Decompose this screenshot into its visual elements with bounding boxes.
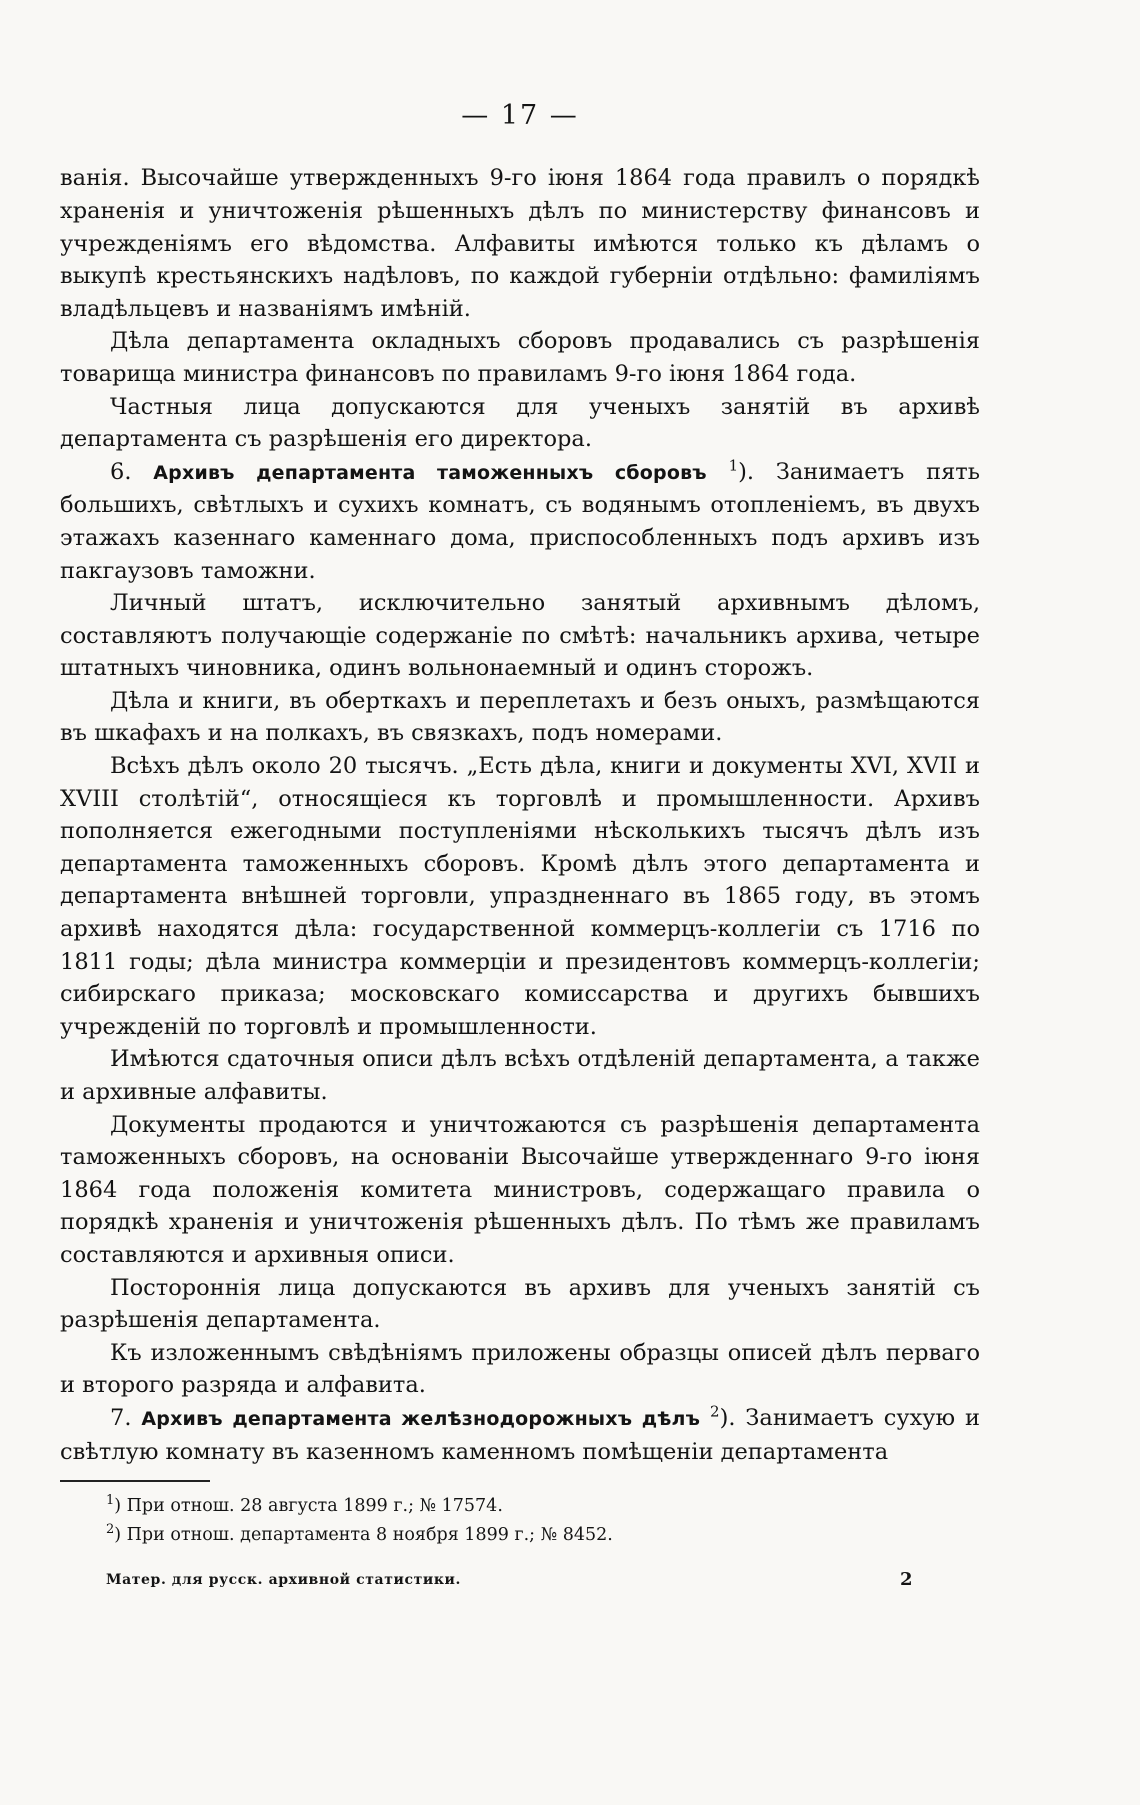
paragraph-10: Постороннія лица допускаются въ архивъ для ученыхъ занятій съ разрѣшенія департамента. bbox=[60, 1274, 980, 1334]
paragraph-6: Дѣла и книги, въ оберткахъ и переплетахъ и безъ оныхъ, размѣщаются въ шкафахъ и на полкахъ, въ связкахъ, подъ номерами. bbox=[60, 687, 980, 747]
section-7-number: 7. bbox=[110, 1404, 132, 1431]
paragraph-9: Документы продаются и уничтожаются съ разрѣшенія департамента таможенныхъ сборовъ, на основаніи Высочайше утвержденнаго 9-го іюня 1864 года положенія комитета министровъ, содержащаго правила о порядкѣ храненія и уничтоженія рѣшенныхъ дѣлъ. По тѣмъ же правиламъ составляются и архивныя описи. bbox=[60, 1111, 980, 1268]
paragraph-1: ванія. Высочайше утвержденныхъ 9-го іюня 1864 года правилъ о порядкѣ храненія и уничтоженія рѣшенныхъ дѣлъ по министерству финансовъ и учрежденіямъ его вѣдомства. Алфавиты имѣются только къ дѣламъ о выкупѣ крестьянскихъ надѣловъ, по каждой губерніи отдѣльно: фамиліямъ владѣльцевъ и названіямъ имѣній. bbox=[60, 165, 980, 322]
section-6-heading: Архивъ департамента таможенныхъ сборовъ bbox=[153, 461, 707, 484]
footnote-2-mark: 2 bbox=[106, 1522, 115, 1538]
body-text bbox=[60, 162, 980, 1468]
signature-line bbox=[60, 1569, 980, 1596]
footnote-1-mark: 1 bbox=[106, 1493, 115, 1509]
section-6-number: 6. bbox=[110, 458, 132, 485]
paragraph-5: Личный штатъ, исключительно занятый архивнымъ дѣломъ, составляютъ получающіе содержаніе по смѣтѣ: начальникъ архива, четыре штатныхъ чиновника, одинъ вольнонаемный и одинъ сторожъ. bbox=[60, 590, 980, 682]
section-6-text: ). Занимаетъ пять большихъ, свѣтлыхъ и сухихъ комнатъ, съ водянымъ отопленіемъ, въ двухъ этажахъ казеннаго каменнаго дома, приспособленныхъ подъ архивъ изъ пакгаузовъ таможни. bbox=[60, 458, 980, 584]
footnote-ref-1: 1 bbox=[728, 456, 739, 475]
footnote-2 bbox=[106, 1521, 980, 1550]
section-7-paragraph bbox=[60, 1402, 980, 1468]
footnote-1 bbox=[106, 1492, 980, 1521]
signature-number: 2 bbox=[900, 1569, 914, 1591]
page-number: — 17 — bbox=[461, 100, 579, 131]
paragraph-3: Частныя лица допускаются для ученыхъ занятій въ архивѣ департамента съ разрѣшенія его директора. bbox=[60, 393, 980, 453]
section-7-text: ). Занимаетъ сухую и свѣтлую комнату въ казенномъ каменномъ помѣщеніи департамента bbox=[60, 1404, 981, 1465]
paragraph-8: Имѣются сдаточныя описи дѣлъ всѣхъ отдѣленій департамента, а также и архивные алфавиты. bbox=[60, 1046, 980, 1106]
footnotes bbox=[60, 1492, 980, 1550]
footnote-1-text: ) При отнош. 28 августа 1899 г.; № 17574. bbox=[114, 1496, 503, 1517]
document-page bbox=[60, 100, 980, 1700]
signature-title: Матер. для русск. архивной статистики. bbox=[106, 1572, 462, 1589]
section-7-heading: Архивъ департамента желѣзнодорожныхъ дѣлъ bbox=[141, 1407, 701, 1430]
paragraph-11: Къ изложеннымъ свѣдѣніямъ приложены образцы описей дѣлъ перваго и второго разряда и алфавита. bbox=[60, 1339, 980, 1399]
footnote-ref-2: 2 bbox=[710, 1402, 720, 1421]
paragraph-7: Всѣхъ дѣлъ около 20 тысячъ. „Есть дѣла, книги и документы XVI, XVII и XVIII столѣтій“, относящіеся къ торговлѣ и промышленности. Архивъ пополняется ежегодными поступленіями нѣсколькихъ тысячъ дѣлъ изъ департамента таможенныхъ сборовъ. Кромѣ дѣлъ этого департамента и департамента внѣшней торговли, упраздненнаго въ 1865 году, въ этомъ архивѣ находятся дѣла: государственной коммерцъ-коллегіи съ 1716 по 1811 годы; дѣла министра коммерціи и президентовъ коммерцъ-коллегіи; сибирскаго приказа; московскаго комиссарства и другихъ бывшихъ учрежденій по торговлѣ и промышленности. bbox=[60, 753, 980, 1040]
footnote-divider bbox=[60, 1480, 210, 1482]
paragraph-2: Дѣла департамента окладныхъ сборовъ продавались съ разрѣшенія товарища министра финансовъ по правиламъ 9-го іюня 1864 года. bbox=[60, 328, 980, 387]
section-6-paragraph bbox=[60, 456, 980, 587]
footnote-2-text: ) При отнош. департамента 8 ноября 1899 г.; № 8452. bbox=[114, 1525, 613, 1546]
